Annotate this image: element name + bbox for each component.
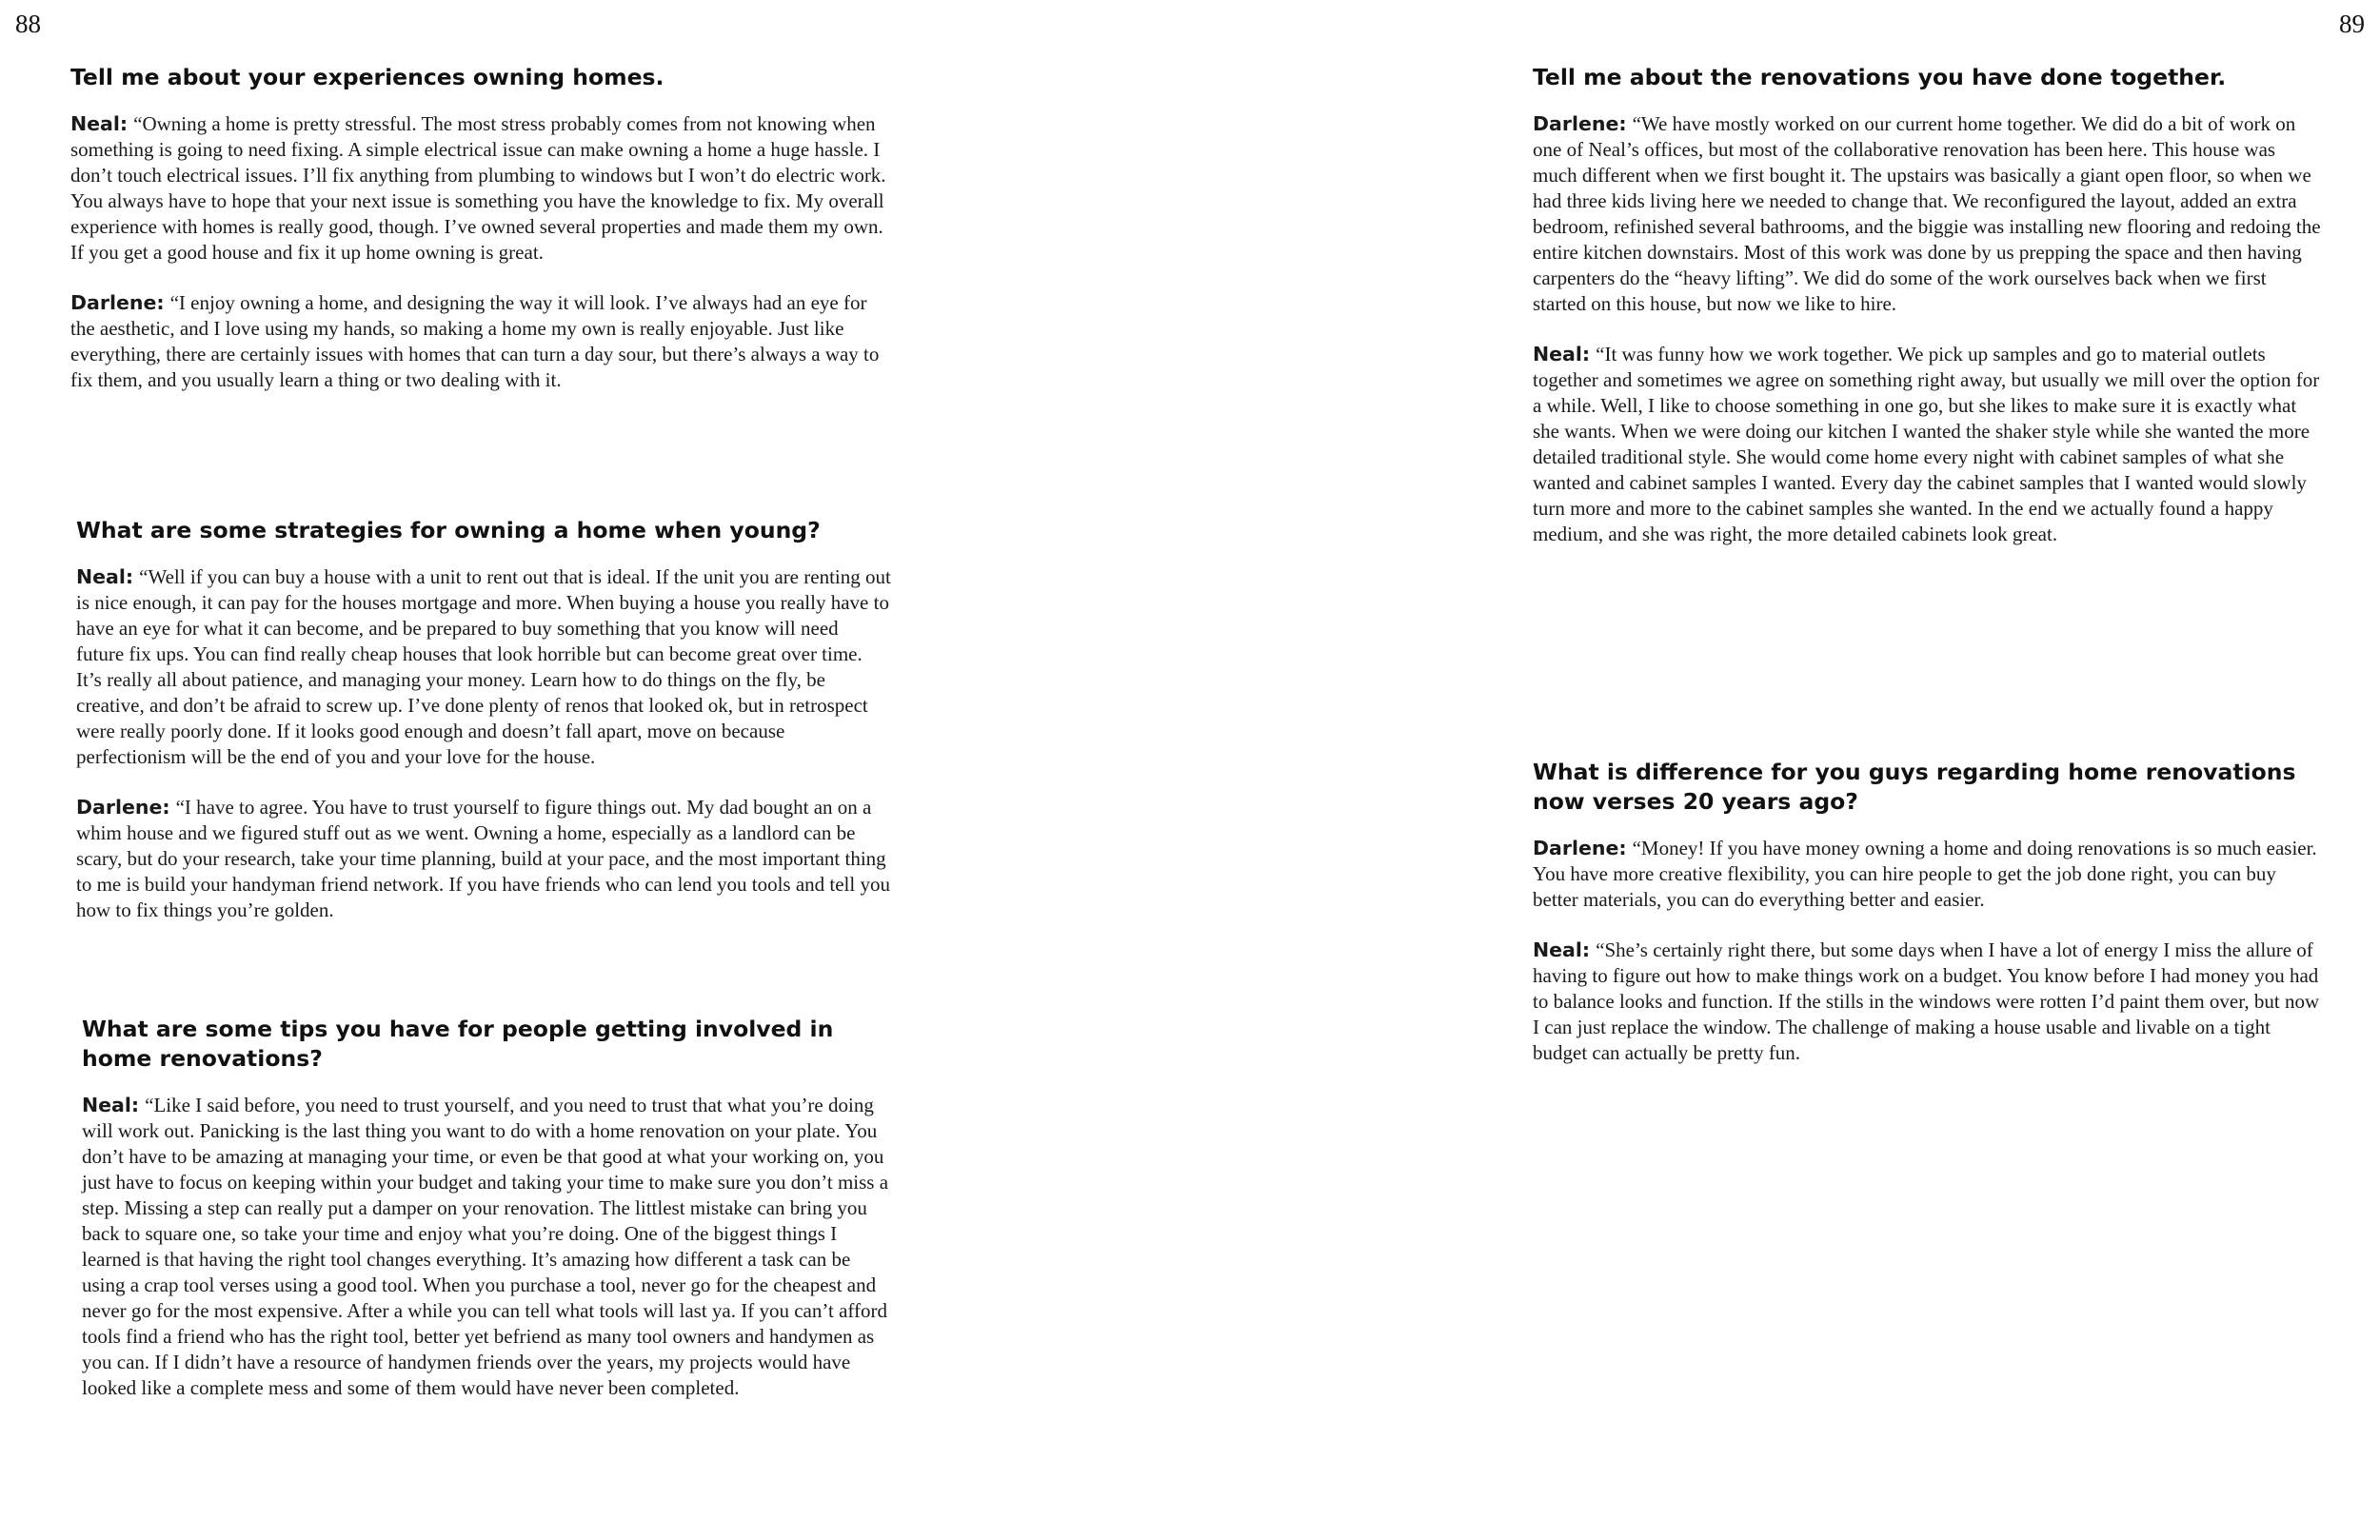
section-difference-now-vs-past [1533, 758, 2323, 1091]
answer-text: “Owning a home is pretty stressful. The most stress probably comes from not knowing when something is going to need fixing. A simple electrical issue can make owning a home a huge hassle. I don’t touch electrical issues. I’ll fix anything from plumbing to windows but I won’t do electric work. You always have to hope that your next issue is something you have the knowledge to fix. My overall experience with homes is really good, though. I’ve owned several properties and made them my own. If you get a good house and fix it up home owning is great. [70, 112, 886, 264]
answer-text: “It was funny how we work together. We pick up samples and go to material outlets together and sometimes we agree on something right away, but usually we mill over the option for a while. Well, I like to choose something in one go, but she likes to make sure it is exactly what she wants. When we were doing our kitchen I wanted the shaker style while she wanted the more detailed traditional style. She would come home every night with cabinet samples of what she wanted and cabinet samples I wanted. Every day the cabinet samples that I wanted would slowly turn more and more to the cabinet samples she wanted. In the end we actually found a happy medium, and she was right, the more detailed cabinets look great. [1533, 343, 2320, 545]
speaker-label: Neal: [70, 112, 129, 135]
section-tips-renovations [82, 1015, 891, 1426]
page-number-left: 88 [15, 10, 41, 38]
answer-paragraph [70, 111, 889, 266]
answer-text: “Well if you can buy a house with a unit to rent out that is ideal. If the unit you are renting out is nice enough, it can pay for the houses mortgage and more. When buying a house you really have to have an eye for what it can become, and be prepared to buy something that you know will need future fix ups. You can find really cheap houses that look horrible but can become great over time. It’s really all about patience, and managing your money. Learn how to do things on the fly, be creative, and don’t be afraid to screw up. I’ve done plenty of renos that looked ok, but in retrospect were really poorly done. If it looks good enough and doesn’t fall apart, move on because perfectionism will be the end of you and your love for the house. [76, 565, 891, 768]
section-strategies-owning-young [76, 516, 891, 948]
section-heading: What are some strategies for owning a home when young? [76, 517, 821, 543]
speaker-label: Darlene: [1533, 112, 1627, 135]
answer-paragraph [1533, 111, 2323, 317]
answer-paragraph [70, 290, 889, 393]
speaker-label: Darlene: [1533, 837, 1627, 859]
section-heading: Tell me about the renovations you have done together. [1533, 64, 2227, 90]
answer-text: “We have mostly worked on our current home together. We did do a bit of work on one of Neal’s offices, but most of the collaborative renovation has been here. This house was much different when we first bought it. The upstairs was basically a giant open floor, so when we had three kids living here we needed to change that. We reconfigured the layout, added an extra bedroom, refinished several bathrooms, and the biggie was installing new flooring and redoing the entire kitchen downstairs. Most of this work was done by us prepping the space and then having carpenters do the “heavy lifting”. We did do some of the work ourselves back when we first started on this house, but now we like to hire. [1533, 112, 2321, 315]
speaker-label: Neal: [82, 1094, 140, 1116]
answer-paragraph [1533, 836, 2323, 913]
answer-paragraph [82, 1093, 891, 1401]
section-heading: What are some tips you have for people getting involved in home renovations? [82, 1016, 834, 1072]
answer-paragraph [1533, 938, 2323, 1066]
section-heading: What is difference for you guys regarding home renovations now verses 20 years ago? [1533, 759, 2296, 815]
answer-text: “Money! If you have money owning a home and doing renovations is so much easier. You have more creative flexibility, you can hire people to get the job done right, you can buy better materials, you can do everything better and easier. [1533, 837, 2317, 911]
speaker-label: Darlene: [70, 291, 165, 314]
section-renovations-together [1533, 63, 2323, 572]
answer-text: “Like I said before, you need to trust yourself, and you need to trust that what you’re doing will work out. Panicking is the last thing you want to do with a home renovation on your plate. You don’t have to be amazing at managing your time, or even be that good at what your working on, you just have to focus on keeping within your budget and taking your time to make sure you don’t miss a step. Missing a step can really put a damper on your renovation. The littlest mistake can bring you back to square one, so take your time and enjoy what you’re doing. One of the biggest things I learned is that having the right tool changes everything. It’s amazing how different a task can be using a crap tool verses using a good tool. When you purchase a tool, never go for the cheapest and never go for the most expensive. After a while you can tell what tools will last ya. If you can’t afford tools find a friend who has the right tool, better yet befriend as many tool owners and handymen as you can. If I didn’t have a resource of handymen friends over the years, my projects would have looked like a complete mess and some of them would have never been completed. [82, 1094, 889, 1399]
speaker-label: Darlene: [76, 796, 170, 819]
answer-paragraph [1533, 342, 2323, 547]
answer-paragraph [76, 564, 891, 770]
section-experiences-owning-homes [70, 63, 889, 418]
speaker-label: Neal: [1533, 938, 1591, 961]
speaker-label: Neal: [1533, 343, 1591, 365]
section-heading: Tell me about your experiences owning homes. [70, 64, 664, 90]
speaker-label: Neal: [76, 565, 134, 588]
answer-text: “I enjoy owning a home, and designing the way it will look. I’ve always had an eye for the aesthetic, and I love using my hands, so making a home my own is really enjoyable. Just like everything, there are certainly issues with homes that can turn a day sour, but there’s always a way to fix them, and you usually learn a thing or two dealing with it. [70, 291, 880, 391]
answer-text: “She’s certainly right there, but some days when I have a lot of energy I miss the allure of having to figure out how to make things work on a budget. You know before I had money you had to balance looks and function. If the stills in the windows were rotten I’d paint them over, but now I can just replace the window. The challenge of making a house usable and livable on a tight budget can actually be pretty fun. [1533, 938, 2320, 1064]
page-number-right: 89 [2339, 10, 2365, 38]
answer-paragraph [76, 795, 891, 923]
answer-text: “I have to agree. You have to trust yourself to figure things out. My dad bought an on a whim house and we figured stuff out as we went. Owning a home, especially as a landlord can be scary, but do your research, take your time planning, build at your pace, and the most important thing to me is build your handyman friend network. If you have friends who can lend you tools and tell you how to fix things you’re golden. [76, 796, 890, 921]
